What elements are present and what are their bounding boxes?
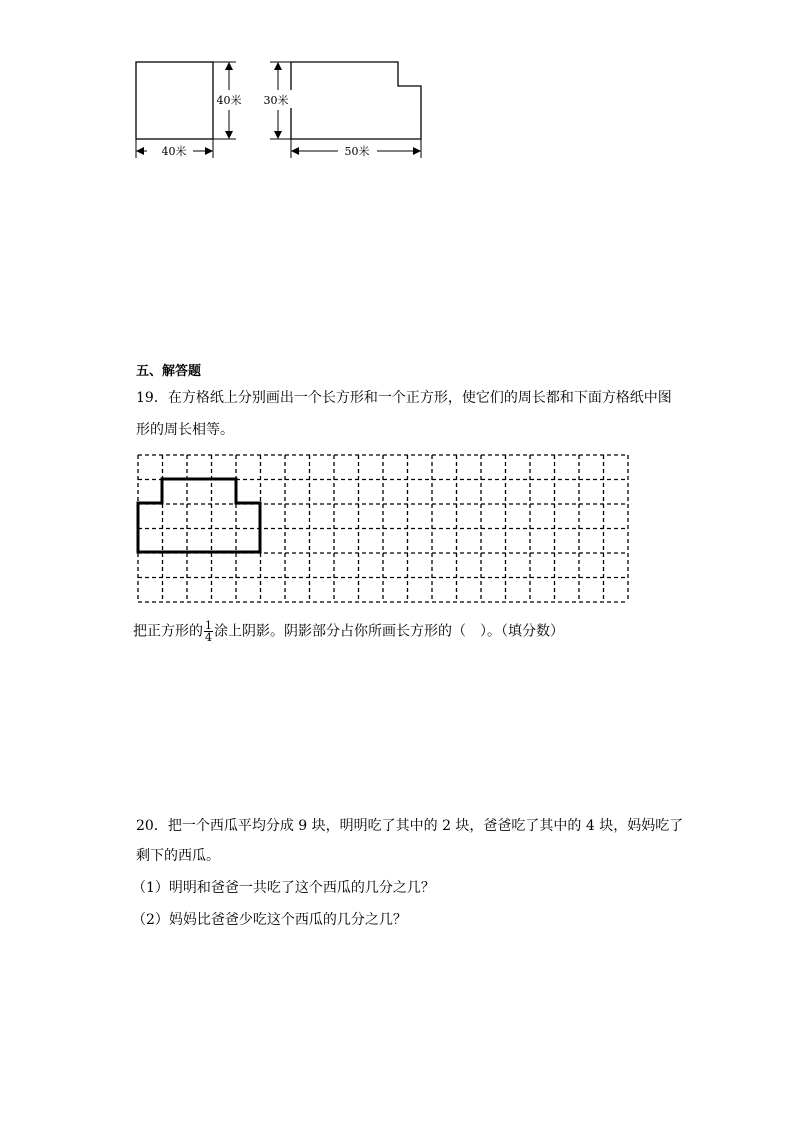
fraction-one-quarter <box>204 620 213 643</box>
fraction-denominator: 4 <box>205 631 212 644</box>
q20-text-line2: 剩下的西瓜。 <box>136 848 220 864</box>
q19-shade-instruction <box>133 620 564 643</box>
shade-text-post: 涂上阴影。阴影部分占你所画长方形的（ ）。（填分数） <box>214 623 564 640</box>
square-height-label: 40米 <box>216 94 242 107</box>
lshape-height-label: 30米 <box>263 94 289 107</box>
section-heading: 五、解答题 <box>136 364 202 379</box>
q20-sub-question-1: （1）明明和爸爸一共吃了这个西瓜的几分之几？ <box>132 880 435 896</box>
q19-text-line1: 19．在方格纸上分别画出一个长方形和一个正方形，使它们的周长都和下面方格纸中图 <box>136 390 672 406</box>
square-width-label: 40米 <box>161 145 187 158</box>
lshape-width-label: 50米 <box>344 145 370 158</box>
q20-sub-question-2: （2）妈妈比爸爸少吃这个西瓜的几分之几？ <box>132 912 407 928</box>
grid-paper <box>130 448 640 610</box>
q20-text-line1: 20．把一个西瓜平均分成 9 块，明明吃了其中的 2 块，爸爸吃了其中的 4 块，妈妈吃了 <box>136 818 684 834</box>
given-shape <box>138 479 260 552</box>
fraction-numerator: 1 <box>205 619 212 632</box>
dimension-figures <box>0 0 794 180</box>
shade-text-pre: 把正方形的 <box>133 623 203 640</box>
q19-text-line2: 形的周长相等。 <box>136 422 234 438</box>
